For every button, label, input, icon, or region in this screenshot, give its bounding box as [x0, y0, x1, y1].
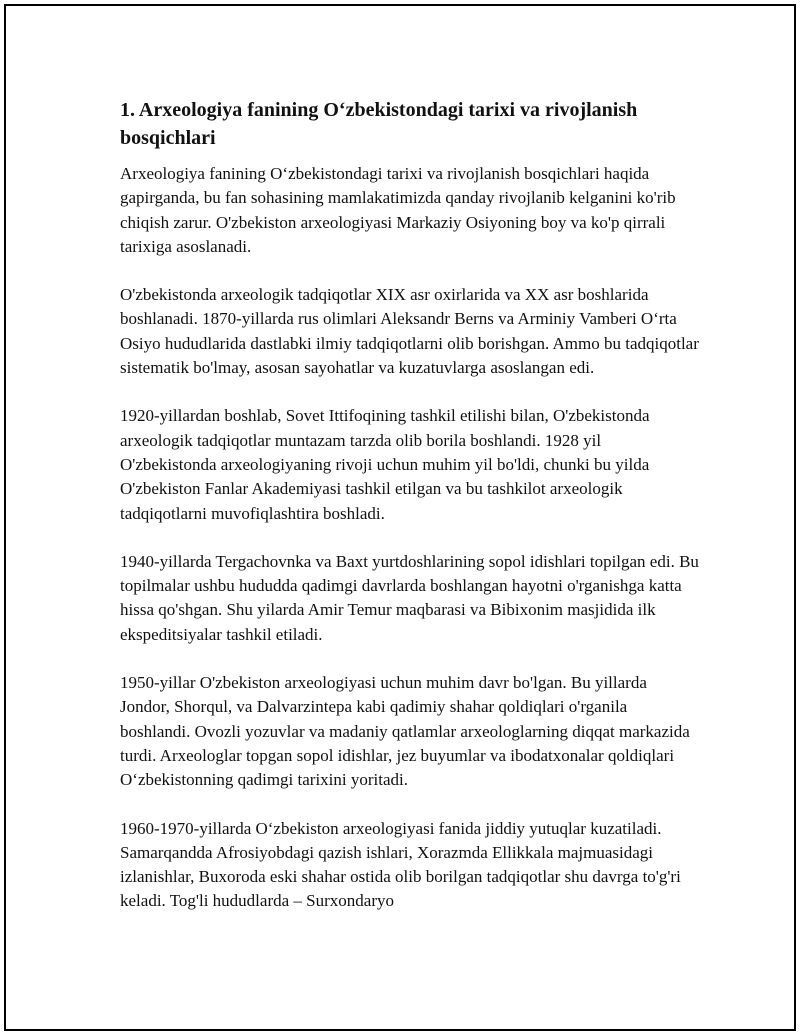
document-body: [120, 96, 700, 938]
paragraph-4: 1940-yillarda Tergachovnka va Baxt yurtdoshlarining sopol idishlari topilgan edi. Bu topilmalar ushbu hududda qadimgi davrlarda boshlangan hayotni o'rganishga katta hissa qo'shgan. Shu yilarda Amir Temur maqbarasi va Bibixonim masjidida ilk ekspeditsiyalar tashkil etiladi.: [120, 551, 699, 644]
document-title: 1. Arxeologiya fanining O‘zbekistondagi tarixi va rivojlanish bosqichlari: [120, 99, 638, 149]
paragraph-5: 1950-yillar O'zbekiston arxeologiyasi uchun muhim davr bo'lgan. Bu yillarda Jondor, Shorqul, va Dalvarzintepa kabi qadimiy shahar qoldiqlari o'rganila boshlandi. Ovozli yozuvlar va madaniy qatlamlar arxeologlarning diqqat markazida turdi. Arxeologlar topgan sopol idishlar, jez buyumlar va ibodatxonalar qoldiqlari O‘zbekistonning qadimgi tarixini yoritadi.: [120, 673, 690, 790]
page-frame: [4, 4, 796, 1031]
paragraph-3: 1920-yillardan boshlab, Sovet Ittifoqining tashkil etilishi bilan, O'zbekistonda arxeologik tadqiqotlar muntazam tarzda olib borila boshlandi. 1928 yil O'zbekistonda arxeologiyaning rivoji uchun muhim yil bo'ldi, chunki bu yilda O'zbekiston Fanlar Akademiyasi tashkil etilgan va bu tashkilot arxeologik tadqiqotlarni muvofiqlashtira boshladi.: [120, 406, 650, 523]
paragraph-2: O'zbekistonda arxeologik tadqiqotlar XIX asr oxirlarida va XX asr boshlarida boshlanadi. 1870-yillarda rus olimlari Aleksandr Berns va Arminiy Vamberi O‘rta Osiyo hududlarida dastlabki ilmiy tadqiqotlarni olib borishgan. Ammo bu tadqiqotlar sistematik bo'lmay, asosan sayohatlar va kuzatuvlarga asoslangan edi.: [120, 285, 699, 378]
paragraph-6: 1960-1970-yillarda O‘zbekiston arxeologiyasi fanida jiddiy yutuqlar kuzatiladi. Samarqandda Afrosiyobdagi qazish ishlari, Xorazmda Ellikkala majmuasidagi izlanishlar, Buxoroda eski shahar ostida olib borilgan tadqiqotlar shu davrga to'g'ri keladi. Tog'li hududlarda – Surxondaryo: [120, 818, 681, 911]
paragraph-1: Arxeologiya fanining O‘zbekistondagi tarixi va rivojlanish bosqichlari haqida gapirganda, bu fan sohasining mamlakatimizda qanday rivojlanib kelganini ko'rib chiqish zarur. O'zbekiston arxeologiyasi Markaziy Osiyoning boy va ko'p qirrali tarixiga asoslanadi.: [120, 164, 676, 256]
